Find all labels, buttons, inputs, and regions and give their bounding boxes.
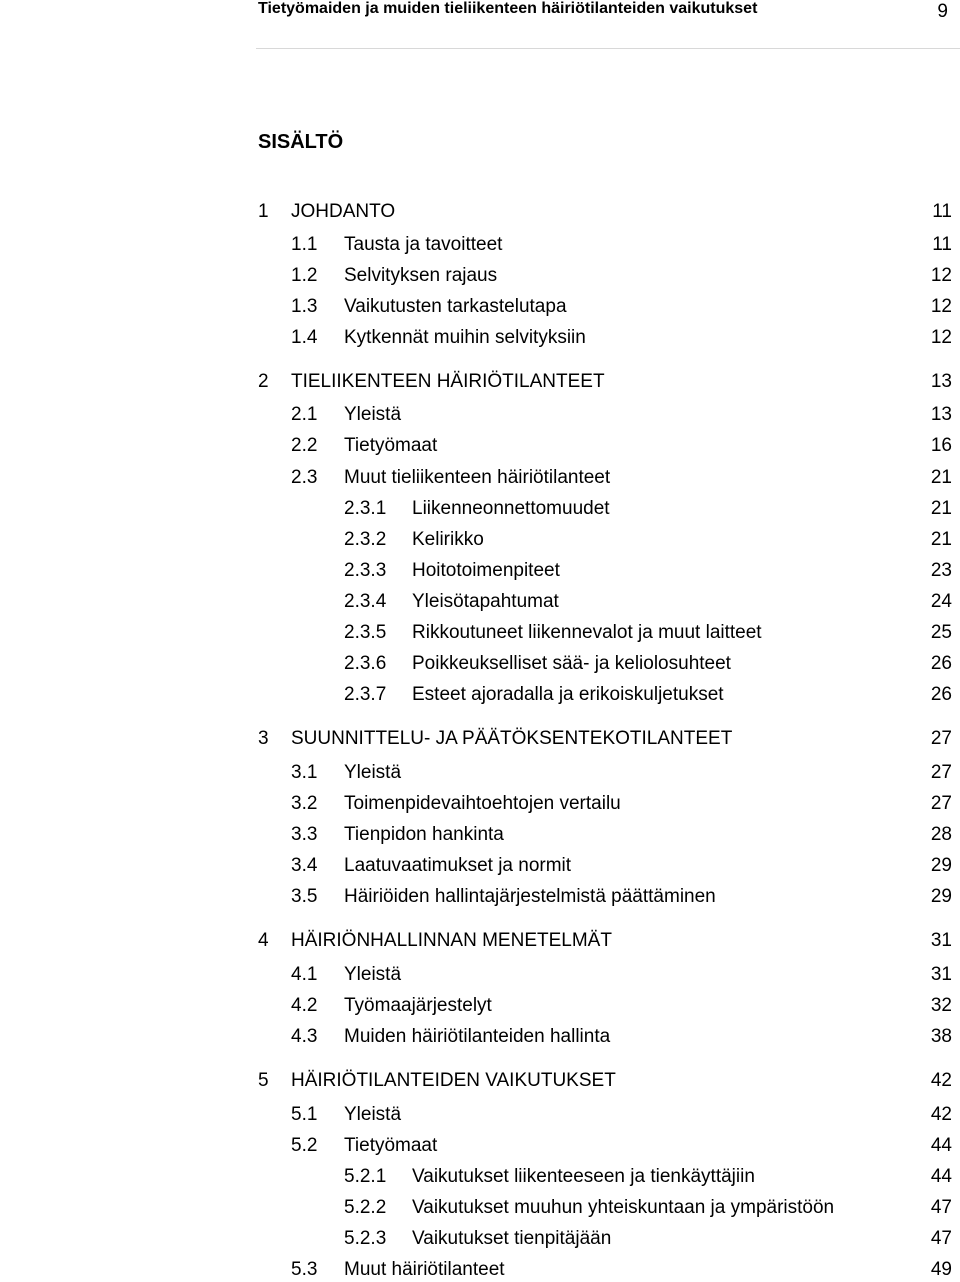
toc-entry-number: 2.3.6 <box>344 653 387 674</box>
toc-entry-label: Esteet ajoradalla ja erikoiskuljetukset <box>412 684 724 705</box>
toc-entry-number: 5.3 <box>291 1259 318 1280</box>
toc-entry[interactable] <box>0 1258 960 1282</box>
toc-entry-number: 2.3.1 <box>344 498 387 519</box>
toc-entry-label: Kelirikko <box>412 529 484 550</box>
toc-entry-label: Tietyömaat <box>344 1135 438 1156</box>
toc-entry[interactable] <box>0 1196 960 1220</box>
toc-entry-number: 1.3 <box>291 296 318 317</box>
toc-entry-page: 31 <box>930 930 952 951</box>
toc-entry-number: 5.2 <box>291 1135 318 1156</box>
toc-entry[interactable] <box>0 264 960 288</box>
toc-entry[interactable] <box>0 621 960 645</box>
toc-entry-number: 5.2.1 <box>344 1166 387 1187</box>
toc-entry-label: Vaikutukset tienpitäjään <box>412 1228 612 1249</box>
toc-entry-page: 11 <box>932 201 952 222</box>
toc-entry-number: 4.2 <box>291 995 318 1016</box>
toc-entry[interactable] <box>0 1134 960 1158</box>
toc-entry[interactable] <box>0 1025 960 1049</box>
toc-entry-label: Häiriöiden hallintajärjestelmistä päättäminen <box>344 886 716 907</box>
toc-entry[interactable] <box>0 497 960 521</box>
toc-entry-label: Vaikutukset muuhun yhteiskuntaan ja ympäristöön <box>412 1197 835 1218</box>
toc-entry-number: 1.4 <box>291 327 318 348</box>
toc-entry-label: Rikkoutuneet liikennevalot ja muut laitteet <box>412 622 762 643</box>
toc-entry[interactable] <box>0 929 960 953</box>
toc-entry[interactable] <box>0 792 960 816</box>
toc-entry-page: 12 <box>930 327 952 348</box>
toc-entry-page: 21 <box>930 467 952 488</box>
toc-entry-label: Poikkeukselliset sää- ja keliolosuhteet <box>412 653 731 674</box>
toc-entry[interactable] <box>0 823 960 847</box>
toc-entry-label: Toimenpidevaihtoehtojen vertailu <box>344 793 621 814</box>
toc-heading: SISÄLTÖ <box>258 131 344 153</box>
toc-entry-page: 27 <box>930 793 952 814</box>
header-title: Tietyömaiden ja muiden tieliikenteen häiriötilanteiden vaikutukset <box>258 0 758 17</box>
toc-entry-number: 3.5 <box>291 886 318 907</box>
toc-entry-page: 12 <box>930 265 952 286</box>
toc-entry-page: 24 <box>930 591 952 612</box>
toc-entry-page: 47 <box>930 1228 952 1249</box>
toc-entry-page: 25 <box>930 622 952 643</box>
toc-entry[interactable] <box>0 434 960 458</box>
toc-entry-number: 1.1 <box>291 234 318 255</box>
toc-entry-label: Liikenneonnettomuudet <box>412 498 610 519</box>
toc-entry-label: JOHDANTO <box>291 201 396 222</box>
toc-entry-label: Tausta ja tavoitteet <box>344 234 503 255</box>
toc-entry-label: Tietyömaat <box>344 435 438 456</box>
toc-entry[interactable] <box>0 590 960 614</box>
toc-entry-page: 47 <box>930 1197 952 1218</box>
toc-entry[interactable] <box>0 761 960 785</box>
toc-entry[interactable] <box>0 403 960 427</box>
toc-entry[interactable] <box>0 233 960 257</box>
toc-entry-label: Yleistä <box>344 762 402 783</box>
toc-entry-label: Vaikutusten tarkastelutapa <box>344 296 567 317</box>
toc-entry-page: 29 <box>930 886 952 907</box>
toc-entry-label: HÄIRIÖTILANTEIDEN VAIKUTUKSET <box>291 1070 616 1091</box>
toc-entry-page: 21 <box>930 529 952 550</box>
toc-entry-label: TIELIIKENTEEN HÄIRIÖTILANTEET <box>291 371 605 392</box>
toc-entry-label: Hoitotoimenpiteet <box>412 560 560 581</box>
toc-entry-number: 5.1 <box>291 1104 318 1125</box>
toc-entry-number: 2.3.5 <box>344 622 387 643</box>
toc-entry[interactable] <box>0 295 960 319</box>
toc-entry[interactable] <box>0 652 960 676</box>
toc-entry-number: 2 <box>258 371 269 392</box>
toc-entry[interactable] <box>0 1103 960 1127</box>
toc-entry-label: Yleisötapahtumat <box>412 591 559 612</box>
toc-entry-label: Yleistä <box>344 404 402 425</box>
header-page-number: 9 <box>937 1 948 22</box>
toc-entry-label: Muut tieliikenteen häiriötilanteet <box>344 467 611 488</box>
toc-entry[interactable] <box>0 370 960 394</box>
toc-entry-number: 5.2.2 <box>344 1197 387 1218</box>
toc-entry-number: 1 <box>258 201 269 222</box>
toc-entry-page: 27 <box>930 728 952 749</box>
toc-entry-number: 3.1 <box>291 762 318 783</box>
toc-entry-page: 12 <box>930 296 952 317</box>
toc-entry-label: Yleistä <box>344 1104 402 1125</box>
toc-entry-page: 23 <box>930 560 952 581</box>
toc-entry[interactable] <box>0 1227 960 1251</box>
toc-entry-number: 2.1 <box>291 404 318 425</box>
toc-entry-number: 4.3 <box>291 1026 318 1047</box>
toc-entry-page: 26 <box>930 684 952 705</box>
toc-entry[interactable] <box>0 528 960 552</box>
toc-entry-number: 3.4 <box>291 855 318 876</box>
toc-entry[interactable] <box>0 326 960 350</box>
toc-entry-page: 42 <box>930 1070 952 1091</box>
toc-entry-number: 4 <box>258 930 269 951</box>
toc-entry[interactable] <box>0 466 960 490</box>
toc-entry-number: 4.1 <box>291 964 318 985</box>
toc-entry-number: 2.3.3 <box>344 560 387 581</box>
toc-entry[interactable] <box>0 683 960 707</box>
toc-entry-page: 13 <box>930 371 952 392</box>
toc-entry-label: Laatuvaatimukset ja normit <box>344 855 572 876</box>
toc-entry-page: 44 <box>930 1166 952 1187</box>
toc-entry-page: 32 <box>930 995 952 1016</box>
toc-entry[interactable] <box>0 854 960 878</box>
toc-entry-label: Yleistä <box>344 964 402 985</box>
toc-entry[interactable] <box>0 885 960 909</box>
toc-entry-label: Tienpidon hankinta <box>344 824 504 845</box>
toc-entry-label: HÄIRIÖNHALLINNAN MENETELMÄT <box>291 930 612 951</box>
toc-entry[interactable] <box>0 1165 960 1189</box>
toc-entry[interactable] <box>0 963 960 987</box>
toc-entry-page: 38 <box>930 1026 952 1047</box>
toc-entry-label: Kytkennät muihin selvityksiin <box>344 327 586 348</box>
toc-entry-label: Muiden häiriötilanteiden hallinta <box>344 1026 611 1047</box>
toc-entry-page: 27 <box>930 762 952 783</box>
toc-entry-number: 2.3.2 <box>344 529 387 550</box>
toc-entry-page: 13 <box>930 404 952 425</box>
toc-entry-page: 16 <box>930 435 952 456</box>
toc-entry-number: 2.3.4 <box>344 591 387 612</box>
toc-entry-number: 5.2.3 <box>344 1228 387 1249</box>
toc-entry[interactable] <box>0 1069 960 1093</box>
toc-entry-label: Vaikutukset liikenteeseen ja tienkäyttäjiin <box>412 1166 755 1187</box>
toc-entry-number: 3 <box>258 728 269 749</box>
toc-entry-number: 5 <box>258 1070 269 1091</box>
toc-entry-page: 44 <box>930 1135 952 1156</box>
toc-entry-number: 1.2 <box>291 265 318 286</box>
toc-entry-number: 2.2 <box>291 435 318 456</box>
toc-entry[interactable] <box>0 994 960 1018</box>
toc-entry-page: 26 <box>930 653 952 674</box>
toc-entry-page: 49 <box>930 1259 952 1280</box>
toc-entry[interactable] <box>0 200 960 224</box>
toc-entry-label: SUUNNITTELU- JA PÄÄTÖKSENTEKOTILANTEET <box>291 728 733 749</box>
toc-entry-number: 3.3 <box>291 824 318 845</box>
toc-entry-label: Muut häiriötilanteet <box>344 1259 505 1280</box>
toc-entry-page: 42 <box>930 1104 952 1125</box>
toc-entry-page: 28 <box>930 824 952 845</box>
toc-entry-number: 3.2 <box>291 793 318 814</box>
toc-entry-page: 21 <box>930 498 952 519</box>
toc-entry-number: 2.3 <box>291 467 318 488</box>
toc-entry-page: 11 <box>932 234 952 255</box>
toc-entry[interactable] <box>0 559 960 583</box>
toc-entry-label: Selvityksen rajaus <box>344 265 498 286</box>
toc-entry-number: 2.3.7 <box>344 684 387 705</box>
toc-entry-label: Työmaajärjestelyt <box>344 995 492 1016</box>
toc-entry-page: 31 <box>930 964 952 985</box>
toc-entry-page: 29 <box>930 855 952 876</box>
toc-entry[interactable] <box>0 727 960 751</box>
